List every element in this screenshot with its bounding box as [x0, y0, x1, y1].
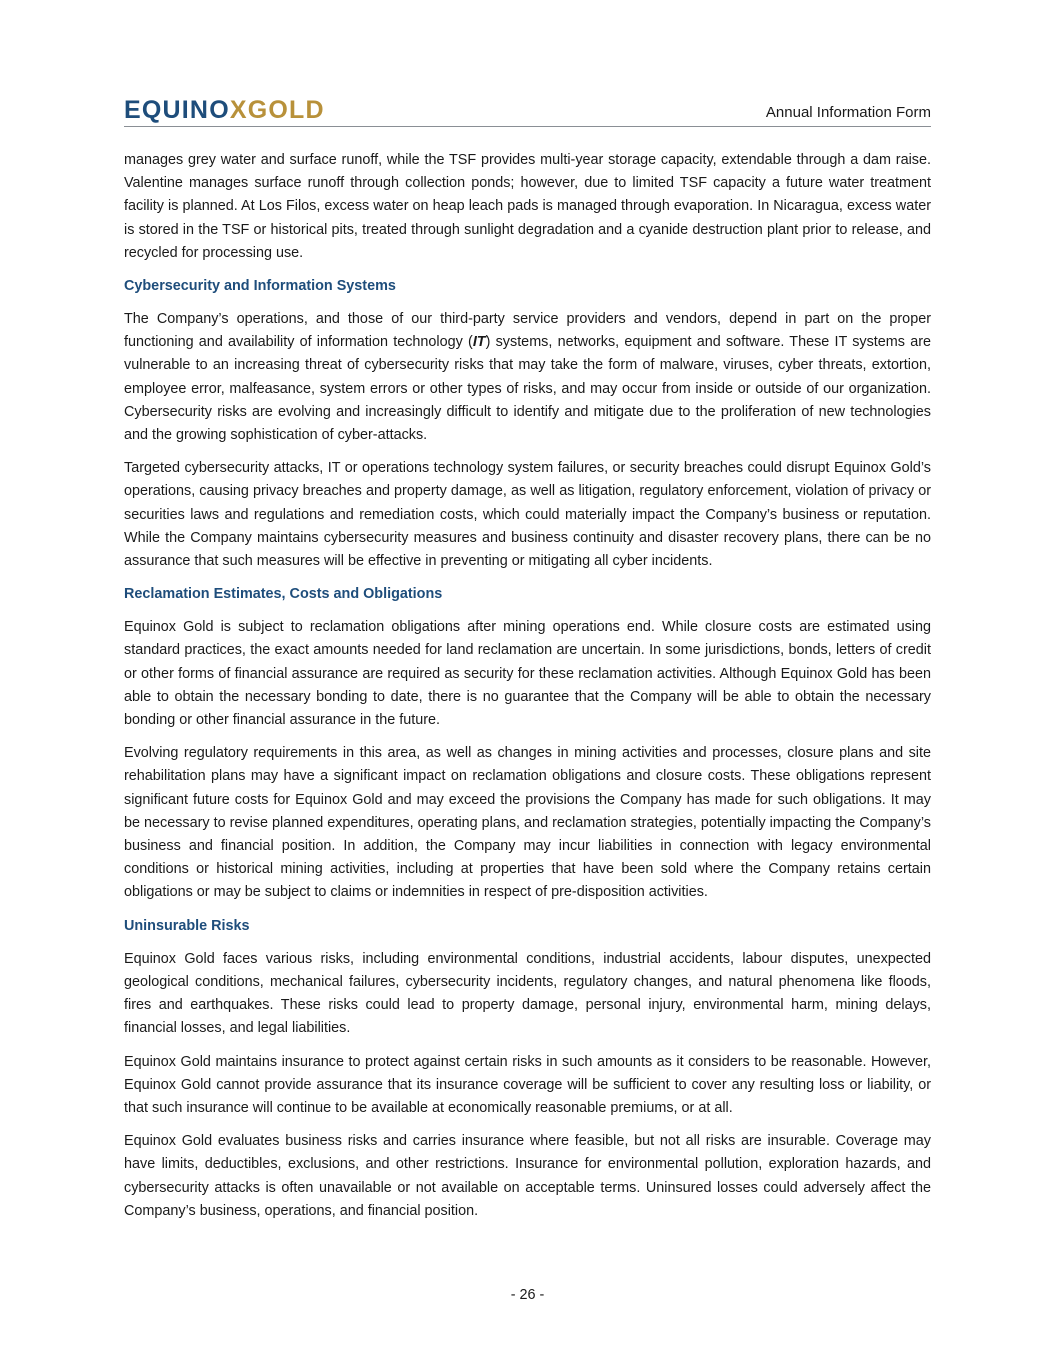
- heading-uninsurable-risks: Uninsurable Risks: [124, 917, 250, 934]
- page: [124, 96, 931, 1233]
- cybersecurity-p1-before: The Company’s operations, and those of our third-party service providers and vendors, depend in part on the proper functioning and availability of information technology (: [124, 311, 931, 351]
- cybersecurity-paragraph-2: Targeted cybersecurity attacks, IT or operations technology system failures, or security breaches could disrupt Equinox Gold’s operations, causing privacy breaches and property damage, as well as litigation, regulatory enforcement, violation of privacy or securities laws and regulations and remediation costs, which could materially impact the Company’s business or reputation. While the Company maintains cybersecurity measures and business continuity and disaster recovery plans, there can be no assurance that such measures will be effective in preventing or mitigating all cyber incidents.: [124, 460, 931, 570]
- document-title: Annual Information Form: [765, 104, 931, 121]
- heading-cybersecurity: Cybersecurity and Information Systems: [124, 278, 396, 295]
- page-header: [124, 96, 931, 127]
- defined-term-it: IT: [472, 334, 486, 351]
- heading-reclamation: Reclamation Estimates, Costs and Obligations: [124, 586, 443, 603]
- company-logo: [124, 97, 325, 123]
- intro-paragraph: manages grey water and surface runoff, while the TSF provides multi-year storage capacity, extendable through a dam raise. Valentine manages surface runoff through collection ponds; however, due to limited TSF capacity a future water treatment facility is planned. At Los Filos, excess water on heap leach pads is managed through evaporation. In Nicaragua, excess water is stored in the TSF or historical pits, treated through sunlight degradation and a cyanide destruction plant prior to release, and recycled for processing use.: [124, 152, 931, 261]
- logo-text-x: X: [229, 96, 248, 124]
- cybersecurity-p1-after: ) systems, networks, equipment and software. These IT systems are vulnerable to an increasing threat of cybersecurity risks that may take the form of malware, viruses, cyber threats, extortion, employee error, malfeasance, system errors or other types of risks, and may occur from inside or outside of our organization. Cybersecurity risks are evolving and increasingly difficult to identify and mitigate due to the proliferation of new technologies and the growing sophistication of cyber-attacks.: [124, 334, 931, 444]
- page-content: [124, 149, 931, 1223]
- logo-text-o: O: [209, 96, 230, 124]
- reclamation-paragraph-1: Equinox Gold is subject to reclamation obligations after mining operations end. While closure costs are estimated using standard practices, the exact amounts needed for land reclamation are uncertain. In some jurisdictions, bonds, letters of credit or other forms of financial assurance are required as security for these reclamation activities. Although Equinox Gold has been able to obtain the necessary bonding to date, there is no guarantee that the Company will be able to obtain the necessary bonding or other financial assurance in the future.: [124, 619, 931, 729]
- reclamation-paragraph-2: Evolving regulatory requirements in this area, as well as changes in mining activities and processes, closure plans and site rehabilitation plans may have a significant impact on reclamation obligations and closure costs. These obligations represent significant future costs for Equinox Gold and may exceed the provisions the Company has made for such obligations. It may be necessary to revise planned expenditures, operating plans, and reclamation strategies, potentially impacting the Company’s business and financial position. In addition, the Company may incur liabilities in connection with legacy environmental conditions or historical mining activities, including at properties that have been sold where the Company retains certain obligations or may be subject to claims or indemnities in respect of pre-disposition activities.: [124, 745, 931, 901]
- logo-text-gold: GOLD: [247, 96, 325, 124]
- uninsurable-paragraph-1: Equinox Gold faces various risks, including environmental conditions, industrial accidents, labour disputes, unexpected geological conditions, mechanical failures, cybersecurity incidents, regulatory changes, and natural phenomena like floods, fires and earthquakes. These risks could lead to property damage, personal injury, environmental harm, mining delays, financial losses, and legal liabilities.: [124, 950, 931, 1037]
- cybersecurity-paragraph-1: [124, 308, 931, 447]
- uninsurable-paragraph-2: Equinox Gold maintains insurance to protect against certain risks in such amounts as it considers to be reasonable. However, Equinox Gold cannot provide assurance that its insurance coverage will be sufficient to cover any resulting loss or liability, or that such insurance will continue to be available at economically reasonable premiums, or at all.: [124, 1053, 931, 1116]
- page-number: - 26 -: [510, 1287, 545, 1303]
- logo-text-equin: EQUIN: [124, 96, 210, 124]
- uninsurable-paragraph-3: Equinox Gold evaluates business risks and carries insurance where feasible, but not all risks are insurable. Coverage may have limits, deductibles, exclusions, and other restrictions. Insurance for environmental pollution, exploration hazards, and cybersecurity attacks is often unavailable or not available on acceptable terms. Uninsured losses could adversely affect the Company’s business, operations, and financial position.: [124, 1133, 931, 1219]
